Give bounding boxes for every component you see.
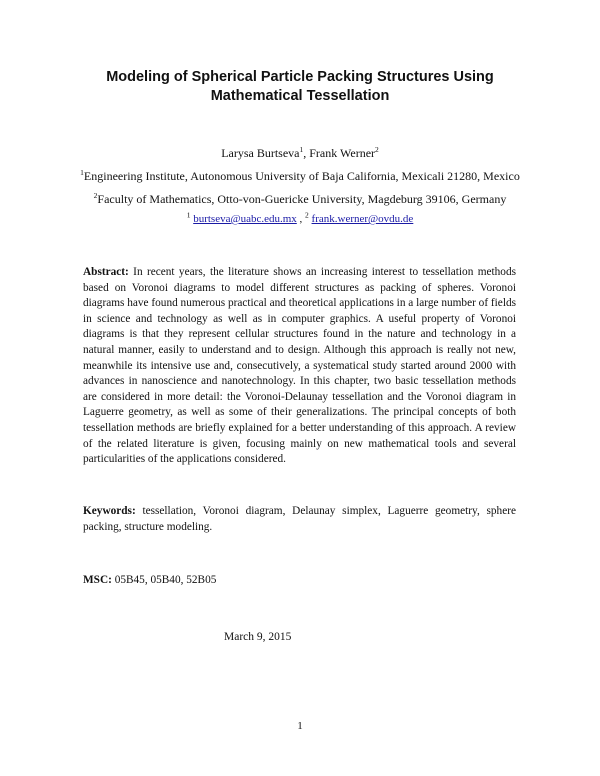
affiliation [0,169,600,184]
msc-label: MSC: [83,574,112,586]
email-separator: , [296,213,306,225]
abstract-label: Abstract: [83,266,129,278]
keywords-label: Keywords: [83,505,136,517]
email-link-werner[interactable]: frank.werner@ovdu.de [311,213,414,225]
affiliation-text: Faculty of Mathematics, Otto-von-Guericke University, Magdeburg 39106, Germany [97,192,507,206]
keywords-text: tessellation, Voronoi diagram, Delaunay simplex, Laguerre geometry, sphere packing, structure modeling. [83,505,516,533]
abstract [83,265,516,468]
affiliation-mark: 2 [93,191,98,200]
author-list [0,146,600,161]
email-mark: 1 [186,210,191,220]
affiliation-mark: 1 [80,168,84,177]
affiliation [0,192,600,207]
msc-text: 05B45, 05B40, 52B05 [111,574,217,586]
email-line [0,212,600,226]
keywords [83,504,516,535]
author-affiliation-mark: 1 [299,145,304,154]
author-separator: , [303,146,310,160]
abstract-text: In recent years, the literature shows an increasing interest to tessellation methods based on Voronoi diagrams to model different structures as packing of spheres. Voronoi diagrams have found numerous practical and theoretical applications in a large number of fields in science and technology as well as in computer graphics. A useful property of Voronoi diagrams is that they represent cellular structures found in the nature and technology in a natural manner, easily to understand and to design. Although this approach is really not new, meanwhile its intensive use and, consecutively, a systematical study started around 2000 with advances in nanoscience and nanotechnology. In this chapter, two basic tessellation methods are considered in more detail: the Voronoi-Delaunay tessellation and the Voronoi diagram in Laguerre geometry, as well as some of their generalizations. The principal concepts of both tessellation methods are briefly explained for a better understanding of this approach. A review of the related literature is given, focusing mainly on new mathematical tools and several particularities of the applications considered. [83,266,516,466]
affiliation-text: Engineering Institute, Autonomous University of Baja California, Mexicali 21280, Mexico [83,169,520,183]
author-affiliation-mark: 2 [375,145,379,154]
email-mark: 2 [305,210,309,220]
author-name: Frank Werner [309,146,376,160]
email-link-burtseva[interactable]: burtseva@uabc.edu.mx [193,213,297,225]
paper-title: Modeling of Spherical Particle Packing Structures Using Mathematical Tessellation [106,69,494,104]
page-number: 1 [297,720,303,732]
author-name: Larysa Burtseva [221,146,300,160]
msc-classification [83,573,516,589]
paper-date: March 9, 2015 [224,631,292,643]
